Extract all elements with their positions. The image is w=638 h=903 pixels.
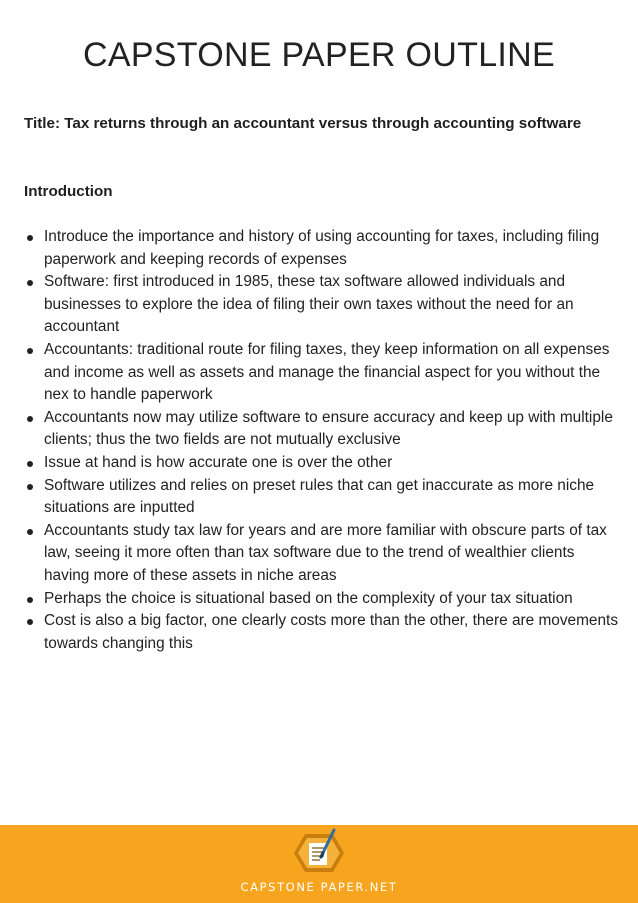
list-item-text: Software: first introduced in 1985, these tax software allowed individuals and businesses to explore the idea of filing their own taxes without the need for an accountant [44,273,574,336]
list-item [26,226,622,271]
list-item-text: Perhaps the choice is situational based on the complexity of your tax situation [44,589,573,607]
bullet-dot-icon [27,529,33,535]
bullet-dot-icon [27,597,33,603]
page-title: CAPSTONE PAPER OUTLINE [82,36,555,74]
list-item-text: Accountants: traditional route for filing taxes, they keep information on all expenses and income as well as assets and manage the financial aspect for you without the nex to handle paperwork [44,340,610,404]
bullet-dot-icon [27,619,33,625]
list-item-text: Software utilizes and relies on preset rules that can get inaccurate as more niche situations are inputted [44,476,595,517]
bullet-dot-icon [27,280,33,286]
bullet-dot-icon [27,416,33,422]
list-item [26,452,622,475]
list-item-text: Accountants study tax law for years and are more familiar with obscure parts of tax law, seeing it more often than tax software due to the trend of wealthier clients having more of these assets in niche areas [44,521,607,584]
paper-title: Title: Tax returns through an accountant versus through accounting software [24,115,582,132]
introduction-bullet-list [26,226,622,655]
list-item [26,520,622,588]
section-heading-introduction: Introduction [24,183,113,200]
bullet-dot-icon [27,484,33,490]
list-item-text: Cost is also a big factor, one clearly costs more than the other, there are movements towards changing this [44,612,619,652]
bullet-dot-icon [27,348,33,354]
list-item-text: Issue at hand is how accurate one is over the other [44,453,393,471]
document-pen-hexagon-icon[interactable] [292,826,346,876]
list-item [26,588,622,611]
list-item [26,610,622,655]
bullet-dot-icon [27,235,33,241]
list-item [26,271,622,339]
list-item-text: Introduce the importance and history of using accounting for taxes, including filing paperwork and keeping records of expenses [44,228,600,268]
list-item-text: Accountants now may utilize software to ensure accuracy and keep up with multiple clients; thus the two fields are not mutually exclusive [44,408,613,449]
list-item [26,475,622,520]
bullet-dot-icon [27,461,33,467]
footer-brand[interactable]: CAPSTONE PAPER.NET [240,880,398,894]
list-item [26,339,622,407]
list-item [26,407,622,452]
